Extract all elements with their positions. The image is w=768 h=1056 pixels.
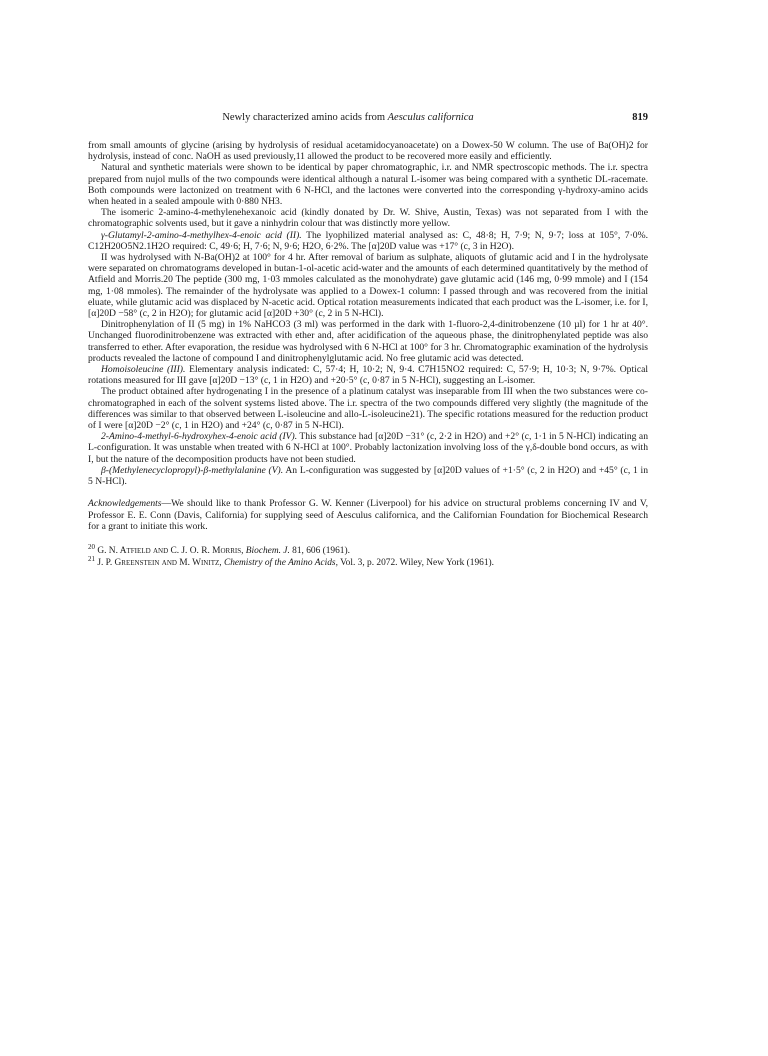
- reference-number: 21: [88, 554, 95, 563]
- running-title-text: Newly characterized amino acids from: [222, 112, 388, 123]
- journal-page: [88, 112, 648, 569]
- compound-heading: Homoisoleucine (III).: [101, 364, 186, 376]
- paragraph: [88, 431, 648, 465]
- page-number: 819: [632, 112, 648, 123]
- acknowledgements-label: Acknowledgements: [88, 498, 162, 510]
- paragraph: from small amounts of glycine (arising by hydrolysis of residual acetamidocyanoacetate) on a Dowex-50 W column. The use of Ba(OH)2 for hydrolysis, instead of conc. NaOH as used previously,11 allowed the product to be recovered more easily and efficiently.: [88, 140, 648, 163]
- paragraph-text: An L-configuration was suggested by [α]20D values of +1·5° (c, 2 in H2O) and +45° (c, 1 in 5 N-HCl).: [88, 464, 648, 488]
- compound-heading: β-(Methylenecyclopropyl)-β-methylalanine (V).: [101, 464, 284, 476]
- paragraph: The product obtained after hydrogenating I in the presence of a platinum catalyst was inseparable from III when the two substances were co-chromatographed in each of the solvent systems listed above. The i.r. spectra of the two compounds differed very slightly (the magnitude of the differences was similar to that observed between L-isoleucine and allo-L-isoleucine21). The specific rotations measured for the reduction product of I were [α]20D −2° (c, 1 in H2O) and +24° (c, 0·87 in 5 N-HCl).: [88, 386, 648, 432]
- paragraph: [88, 465, 648, 487]
- paragraph: [88, 230, 648, 252]
- paragraph-text: The lyophilized material analysed as: C, 48·8; H, 7·9; N, 9·7; loss at 105°, 7·0%. C12H20O5N2.1H2O required: C, 49·6; H, 7·6; N, 9·6; H2O, 6·2%. The [α]20D value was +17° (c, 3 in H2O).: [88, 229, 648, 252]
- paragraph-text: Elementary analysis indicated: C, 57·4; H, 10·2; N, 9·4. C7H15NO2 required: C, 57·9; H, 10·3; N, 9·7%. Optical rotations measured for III gave [α]20D −13° (c, 1 in H2O) and +20·5° (c, 0·87 in 5 N-HCl), suggesting an L-isomer.: [88, 364, 648, 387]
- paragraph: The isomeric 2-amino-4-methylenehexanoic acid (kindly donated by Dr. W. Shive, Austin, Texas) was not separated from I with the chromatographic solvents used, but it gave a ninhydrin colour that was distinctly more yellow.: [88, 207, 648, 230]
- reference-item: [88, 554, 648, 570]
- paragraph: Dinitrophenylation of II (5 mg) in 1% NaHCO3 (3 ml) was performed in the dark with 1-fluoro-2,4-dinitrobenzene (10 µl) for 1 hr at 40°. Unchanged fluorodinitrobenzene was extracted with ether and, after acidification of the aqueous phase, the dinitrophenylated peptide was also transferred to ether. After evaporation, the residue was hydrolysed with 6 N-HCl at 100° for 3 hr. Chromatographic examination of the hydrolysis products revealed the lactone of compound I and dinitrophenylglutamic acid. No free glutamic acid was detected.: [88, 319, 648, 364]
- reference-journal: Biochem. J.: [245, 545, 290, 556]
- reference-authors: G. N. Atfield and C. J. O. R. Morris,: [97, 545, 244, 556]
- compound-heading: 2-Amino-4-methyl-6-hydroxyhex-4-enoic acid (IV).: [101, 431, 298, 443]
- acknowledgements-text: —We should like to thank Professor G. W. Kenner (Liverpool) for his advice on structural problems concerning IV and V, Professor E. E. Conn (Davis, California) for supplying seed of Aesculus californica, and the Californian Foundation for Biochemical Research for a grant to initiate this work.: [88, 498, 648, 532]
- running-title-species: Aesculus californica: [387, 112, 474, 123]
- running-head: [88, 112, 648, 126]
- paragraph: Natural and synthetic materials were shown to be identical by paper chromatographic, i.r. and NMR spectroscopic methods. The i.r. spectra prepared from nujol mulls of the two compounds were identical although a natural L-isomer was being compared with a synthetic DL-racemate. Both compounds were lactonized on treatment with 6 N-HCl, and the lactones were converted into the corresponding γ-hydroxy-amino acids when heated in a sealed ampoule with 0·880 NH3.: [88, 162, 648, 208]
- references: [88, 542, 648, 569]
- acknowledgements: [88, 498, 648, 532]
- reference-number: 20: [88, 542, 95, 551]
- reference-details: 81, 606 (1961).: [289, 545, 350, 556]
- running-title: [88, 112, 608, 123]
- reference-authors: J. P. Greenstein and M. Winitz,: [97, 557, 222, 568]
- article-body: [88, 140, 648, 532]
- paragraph: [88, 364, 648, 386]
- compound-heading: γ-Glutamyl-2-amino-4-methylhex-4-enoic acid (II).: [101, 229, 302, 241]
- reference-details: Vol. 3, p. 2072. Wiley, New York (1961).: [337, 557, 494, 568]
- paragraph-text: This substance had [α]20D −31° (c, 2·2 in H2O) and +2° (c, 1·1 in 5 N-HCl) indicating an L-configuration. It was unstable when treated with 6 N-HCl at 100°. Probably lactonization involving loss of the γ,δ-double bond occurs, as with I, but the nature of the decomposition products have not been studied.: [88, 431, 648, 465]
- reference-item: [88, 542, 648, 558]
- reference-journal: Chemistry of the Amino Acids,: [223, 557, 338, 568]
- paragraph: II was hydrolysed with N-Ba(OH)2 at 100° for 4 hr. After removal of barium as sulphate, aliquots of glutamic acid and I in the hydrolysate were separated on chromatograms developed in butan-1-ol-acetic acid-water and the amounts of each determined quantitatively by the method of Atfield and Morris.20 The peptide (300 mg, 1·03 mmoles calculated as the monohydrate) gave glutamic acid (146 mg, 0·99 mmole) and I (154 mg, 1·08 mmoles). The remainder of the hydrolysate was applied to a Dowex-1 column: I passed through and was recovered from the initial eluate, while glutamic acid was displaced by N-acetic acid. Optical rotation measurements indicated that each product was the L-isomer, i.e. for I, [α]20D −58° (c, 2 in H2O); for glutamic acid [α]20D +30° (c, 2 in 5 N-HCl).: [88, 252, 648, 320]
